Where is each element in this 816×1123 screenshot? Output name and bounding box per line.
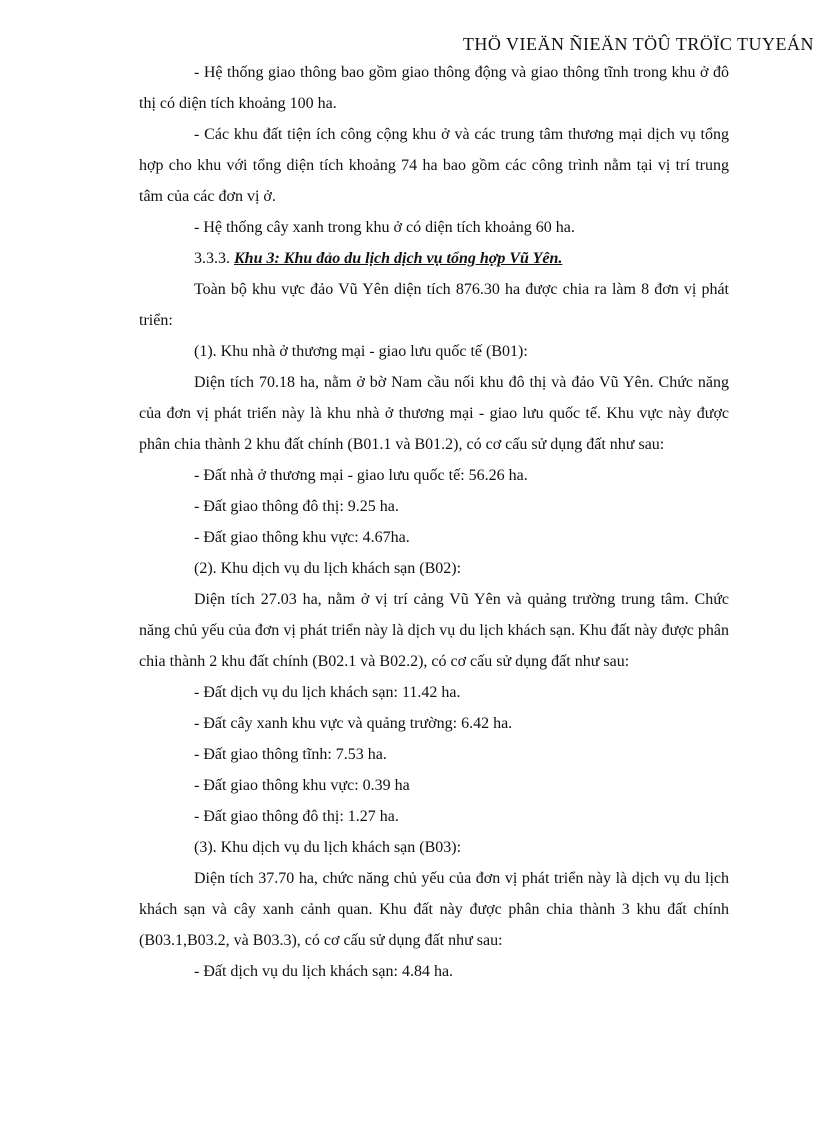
list-item: - Đất nhà ở thương mại - giao lưu quốc tế: 56.26 ha. bbox=[194, 467, 528, 484]
section-title: Khu 3: Khu đảo du lịch dịch vụ tổng hợp Vũ Yên. bbox=[234, 250, 563, 267]
subsection-heading: (3). Khu dịch vụ du lịch khách sạn (B03): bbox=[194, 839, 462, 856]
page-header-title: THÖ VIEÄN ÑIEÄN TÖÛ TRÖÏC TUYEÁN bbox=[462, 34, 814, 54]
list-item: - Đất giao thông đô thị: 1.27 ha. bbox=[194, 808, 399, 825]
list-item: - Đất giao thông khu vực: 0.39 ha bbox=[194, 777, 410, 794]
list-item: - Đất giao thông khu vực: 4.67ha. bbox=[194, 529, 410, 546]
paragraph: Diện tích 27.03 ha, nằm ở vị trí cảng Vũ Yên và quảng trường trung tâm. Chức năng chủ yếu của đơn vị phát triển này là dịch vụ du lịch khách sạn. Khu đất này được phân chia thành 2 khu đất chính (B02.1 và B02.2), có cơ cấu sử dụng đất như sau: bbox=[139, 591, 729, 670]
list-item: - Đất giao thông đô thị: 9.25 ha. bbox=[194, 498, 399, 515]
list-item: - Đất cây xanh khu vực và quảng trường: 6.42 ha. bbox=[194, 715, 513, 732]
section-heading bbox=[139, 243, 729, 274]
paragraph: Diện tích 37.70 ha, chức năng chủ yếu của đơn vị phát triển này là dịch vụ du lịch khách sạn và cây xanh cảnh quan. Khu đất này được phân chia thành 3 khu đất chính (B03.1,B03.2, và B03.3), có cơ cấu sử dụng đất như sau: bbox=[139, 870, 729, 949]
paragraph: - Hệ thống cây xanh trong khu ở có diện tích khoảng 60 ha. bbox=[194, 219, 575, 236]
section-number: 3.3.3. bbox=[194, 250, 230, 267]
paragraph: - Hệ thống giao thông bao gồm giao thông động và giao thông tĩnh trong khu ở đô thị có diện tích khoảng 100 ha. bbox=[139, 64, 729, 112]
paragraph: Toàn bộ khu vực đảo Vũ Yên diện tích 876.30 ha được chia ra làm 8 đơn vị phát triển: bbox=[139, 281, 729, 329]
list-item: - Đất dịch vụ du lịch khách sạn: 11.42 ha. bbox=[194, 684, 461, 701]
document-body bbox=[139, 57, 729, 987]
paragraph: - Các khu đất tiện ích công cộng khu ở và các trung tâm thương mại dịch vụ tổng hợp cho khu với tổng diện tích khoảng 74 ha bao gồm các công trình nằm tại vị trí trung tâm của các đơn vị ở. bbox=[139, 126, 729, 205]
subsection-heading: (1). Khu nhà ở thương mại - giao lưu quốc tế (B01): bbox=[194, 343, 528, 360]
subsection-heading: (2). Khu dịch vụ du lịch khách sạn (B02): bbox=[194, 560, 462, 577]
list-item: - Đất dịch vụ du lịch khách sạn: 4.84 ha. bbox=[194, 963, 454, 980]
paragraph: Diện tích 70.18 ha, nằm ở bờ Nam cầu nối khu đô thị và đảo Vũ Yên. Chức năng của đơn vị phát triển này là khu nhà ở thương mại - giao lưu quốc tế. Khu vực này được phân chia thành 2 khu đất chính (B01.1 và B01.2), có cơ cấu sử dụng đất như sau: bbox=[139, 374, 729, 453]
list-item: - Đất giao thông tĩnh: 7.53 ha. bbox=[194, 746, 387, 763]
